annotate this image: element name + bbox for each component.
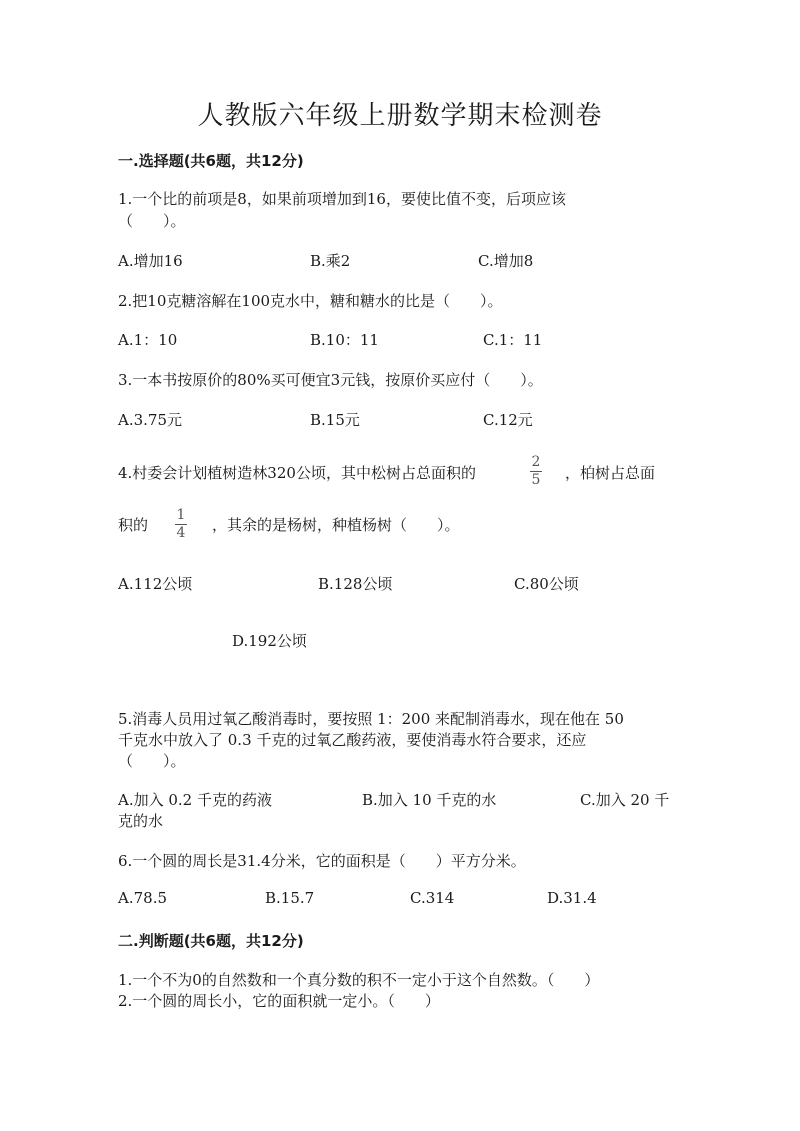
question-4-option-d: D.192公顷 <box>232 632 307 650</box>
question-4-part-2: ，柏树占总面 <box>565 464 656 482</box>
fraction-numerator: 2 <box>531 454 541 470</box>
question-5-line-2: 千克水中放入了 0.3 千克的过氧乙酸药液，要使消毒水符合要求，还应 <box>118 731 587 749</box>
question-3-option-a: A.3.75元 <box>118 411 182 429</box>
fraction-two-fifths <box>530 455 542 488</box>
question-4-option-a: A.112公顷 <box>118 575 193 593</box>
question-2-option-b: B.10：11 <box>310 331 379 349</box>
question-5-option-b: B.加入 10 千克的水 <box>362 791 497 809</box>
fraction-one-quarter <box>175 508 187 541</box>
question-6-text: 6.一个圆的周长是31.4分米，它的面积是（ ）平方分米。 <box>118 852 526 870</box>
page-title: 人教版六年级上册数学期末检测卷 <box>197 101 603 131</box>
question-5-line-1: 5.消毒人员用过氧乙酸消毒时，要按照 1：200 来配制消毒水，现在他在 50 <box>118 710 624 728</box>
question-6-option-b: B.15.7 <box>265 889 315 907</box>
section-2-heading: 二.判断题(共6题，共12分) <box>118 932 304 950</box>
question-6-option-c: C.314 <box>410 889 455 907</box>
question-2-option-c: C.1：11 <box>483 331 543 349</box>
question-6-option-d: D.31.4 <box>547 889 597 907</box>
question-2-text: 2.把10克糖溶解在100克水中，糖和糖水的比是（ ）。 <box>118 292 503 310</box>
section-1-heading: 一.选择题(共6题，共12分) <box>118 152 304 170</box>
question-4-option-b: B.128公顷 <box>318 575 393 593</box>
question-5-option-c-continued: 克的水 <box>118 812 164 830</box>
question-3-option-b: B.15元 <box>310 411 360 429</box>
question-4-part-3: 积的 <box>118 516 149 534</box>
question-5-option-a: A.加入 0.2 千克的药液 <box>118 791 272 809</box>
question-3-text: 3.一本书按原价的80%买可便宜3元钱，按原价买应付（ ）。 <box>118 371 543 389</box>
question-5-line-3: （ ）。 <box>118 752 186 770</box>
question-1-option-a: A.增加16 <box>118 252 183 270</box>
question-3-option-c: C.12元 <box>483 411 533 429</box>
question-1-option-c: C.增加8 <box>478 252 534 270</box>
fraction-numerator: 1 <box>176 507 186 523</box>
question-1-option-b: B.乘2 <box>310 252 351 270</box>
judgment-question-1: 1.一个不为0的自然数和一个真分数的积不一定小于这个自然数。（ ） <box>118 971 600 989</box>
question-4-part-4: ，其余的是杨树，种植杨树（ ）。 <box>212 516 460 534</box>
question-1-line-1: 1.一个比的前项是8，如果前项增加到16，要使比值不变，后项应该 <box>118 190 566 208</box>
question-2-option-a: A.1：10 <box>118 331 178 349</box>
question-1-line-2: （ ）。 <box>118 212 186 230</box>
question-6-option-a: A.78.5 <box>118 889 167 907</box>
question-4-option-c: C.80公顷 <box>514 575 579 593</box>
question-5-option-c: C.加入 20 千 <box>580 791 670 809</box>
judgment-question-2: 2.一个圆的周长小，它的面积就一定小。（ ） <box>118 992 440 1010</box>
fraction-denominator: 4 <box>176 525 186 541</box>
fraction-denominator: 5 <box>531 472 541 488</box>
question-4-part-1: 4.村委会计划植树造林320公顷，其中松树占总面积的 <box>118 464 476 482</box>
